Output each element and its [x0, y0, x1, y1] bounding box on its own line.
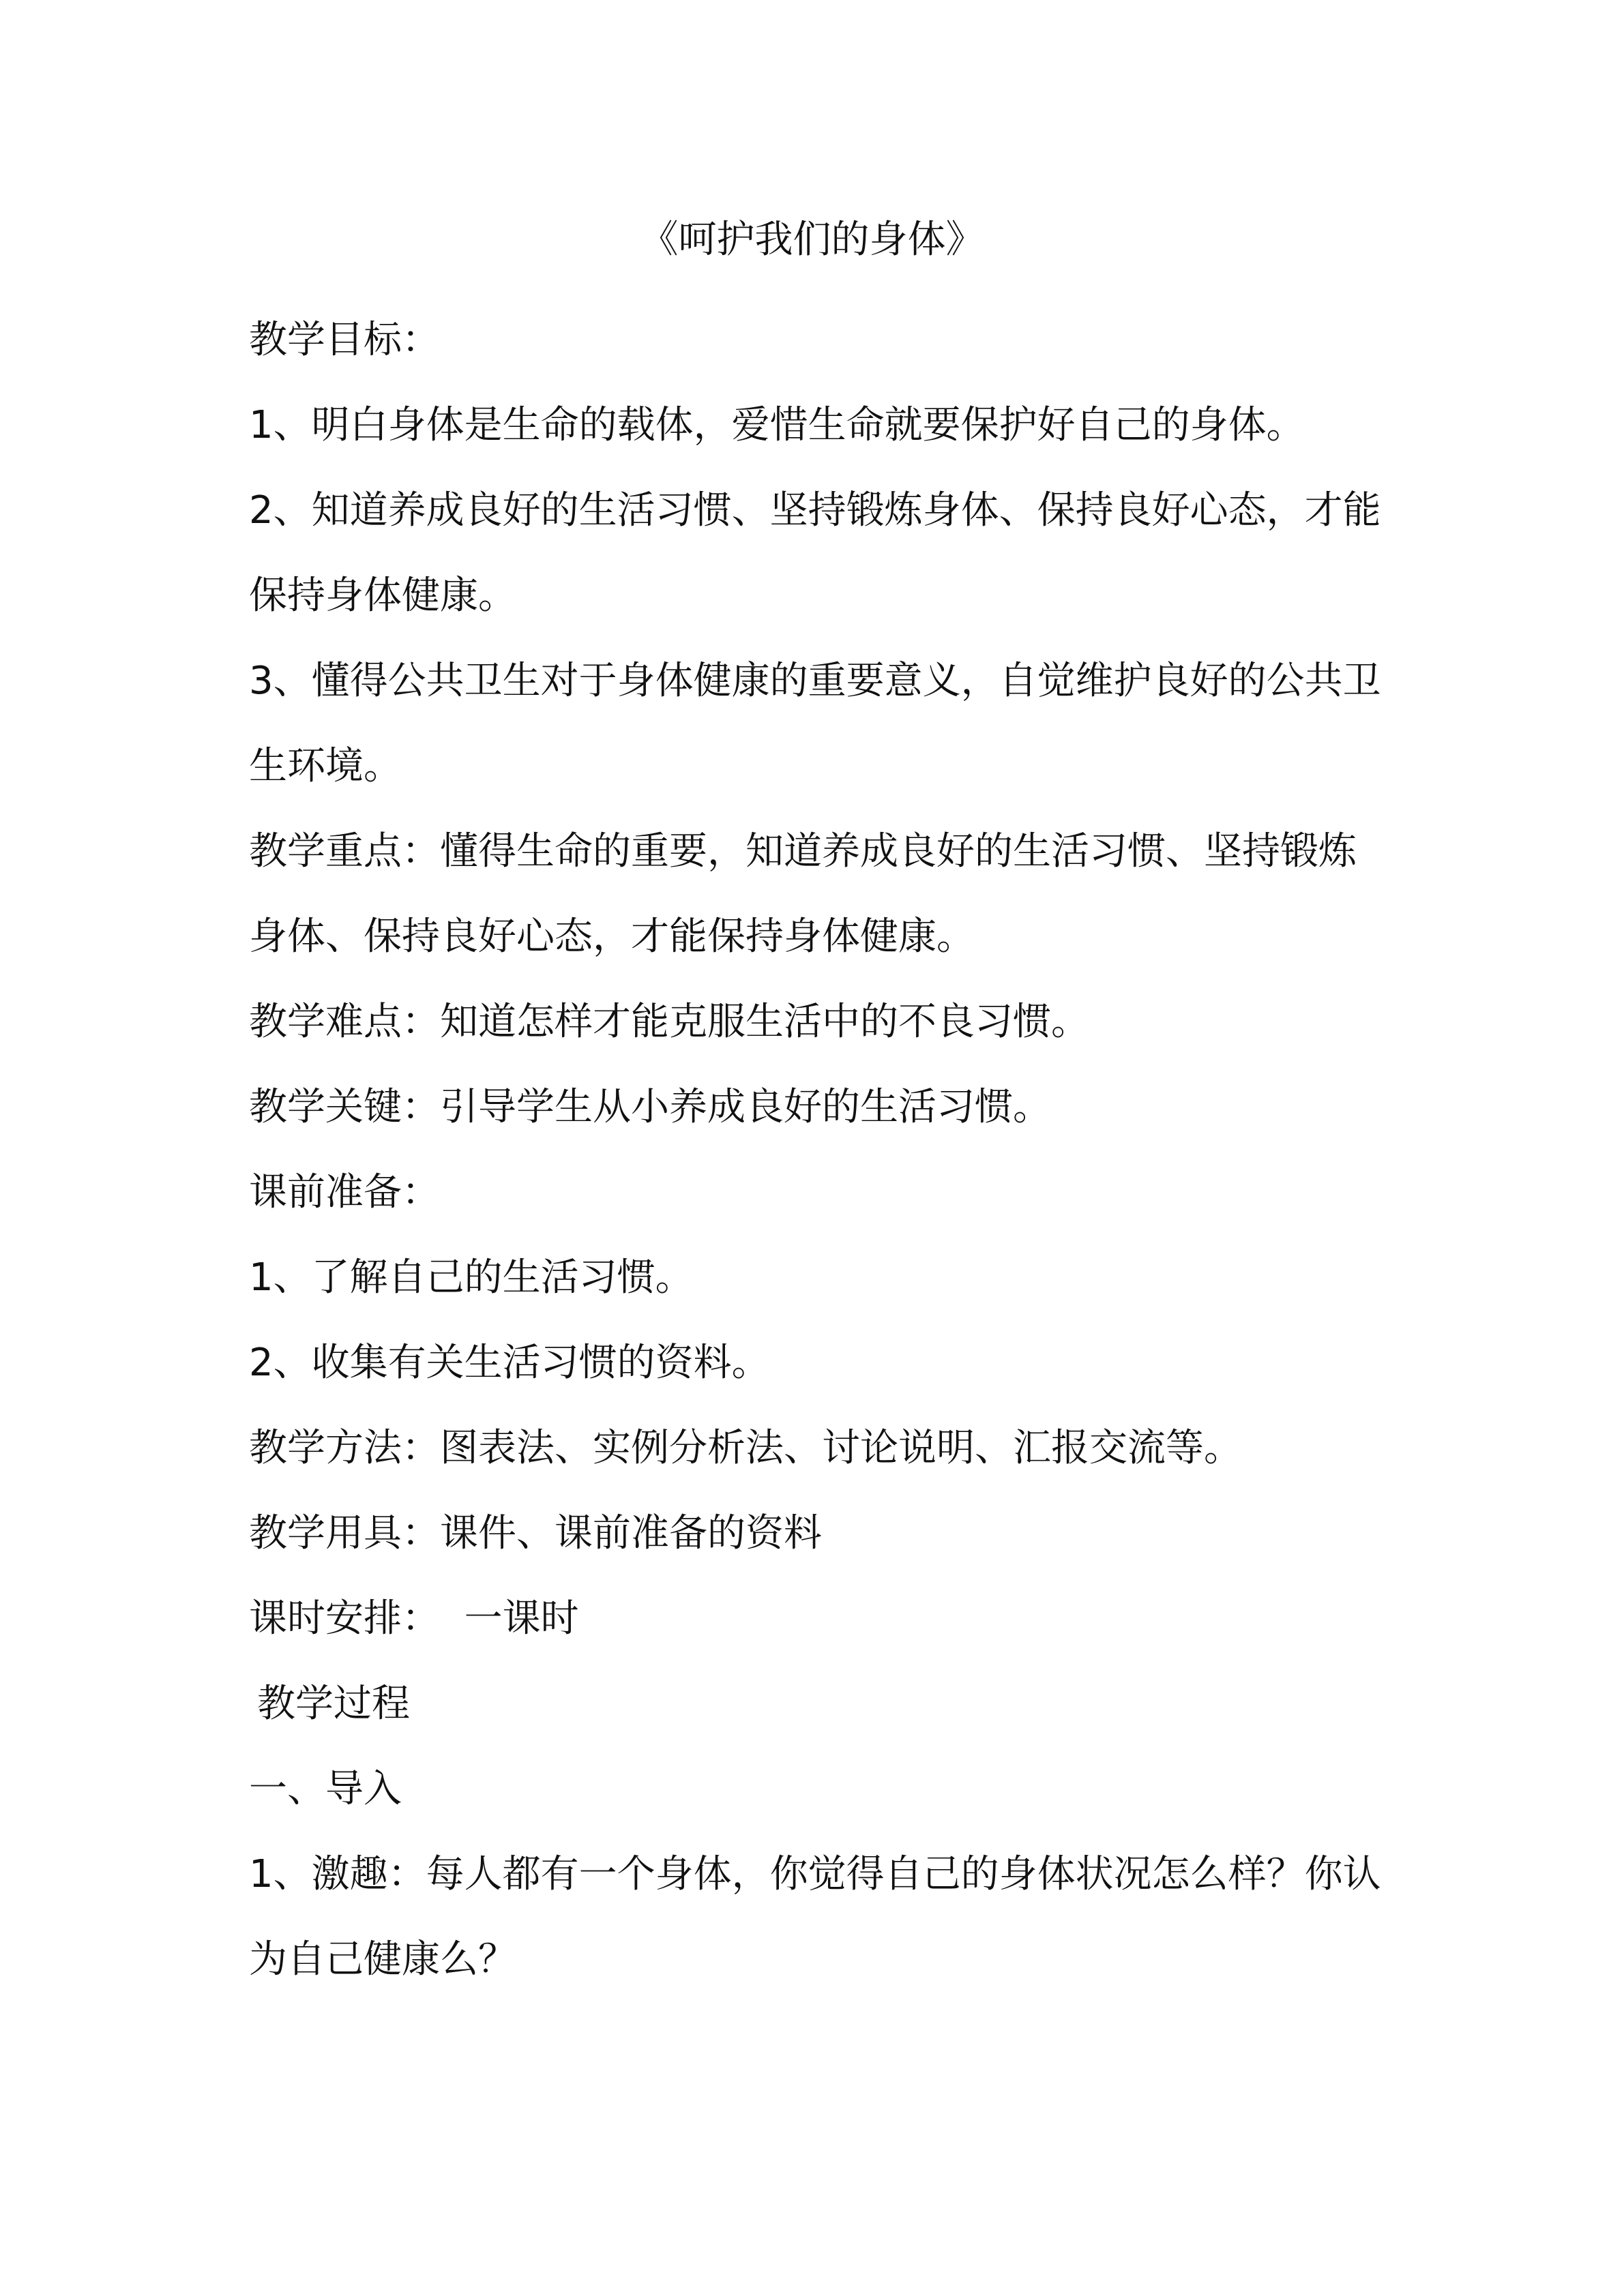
section-1-heading: 一、导入 — [249, 1767, 402, 1811]
teaching-tools: 教学用具：课件、课前准备的资料 — [249, 1511, 822, 1555]
teaching-method: 教学方法：图表法、实例分析法、讨论说明、汇报交流等。 — [249, 1426, 1242, 1470]
key-point-line-1: 教学重点：懂得生命的重要，知道养成良好的生活习惯、坚持锻炼 — [249, 829, 1357, 874]
step-1-line-2: 为自己健康么？ — [249, 1937, 516, 1982]
preparation-1: 1、了解自己的生活习惯。 — [249, 1255, 694, 1300]
goal-2-line-1: 2、知道养成良好的生活习惯、坚持锻炼身体、保持良好心态，才能 — [249, 488, 1381, 533]
goal-3-line-2: 生环境。 — [249, 744, 402, 788]
goal-1: 1、明白身体是生命的载体，爱惜生命就要保护好自己的身体。 — [249, 403, 1305, 447]
goal-2-line-2: 保持身体健康。 — [249, 573, 516, 618]
key: 教学关键：引导学生从小养成良好的生活习惯。 — [249, 1085, 1051, 1129]
difficulty: 教学难点：知道怎样才能克服生活中的不良习惯。 — [249, 1000, 1089, 1044]
goal-3-line-1: 3、懂得公共卫生对于身体健康的重要意义，自觉维护良好的公共卫 — [249, 659, 1381, 703]
preparation-2: 2、收集有关生活习惯的资料。 — [249, 1341, 770, 1385]
preparation-heading: 课前准备： — [249, 1170, 440, 1214]
teaching-process-heading: 教学过程 — [257, 1682, 410, 1726]
teaching-goals-heading: 教学目标： — [249, 318, 440, 362]
document-title: 《呵护我们的身体》 — [640, 218, 984, 262]
step-1-line-1: 1、激趣：每人都有一个身体，你觉得自己的身体状况怎么样？你认 — [249, 1852, 1381, 1896]
key-point-line-2: 身体、保持良好心态，才能保持身体健康。 — [249, 914, 975, 959]
class-schedule: 课时安排： 一课时 — [249, 1596, 579, 1641]
document-body — [249, 297, 1388, 2002]
